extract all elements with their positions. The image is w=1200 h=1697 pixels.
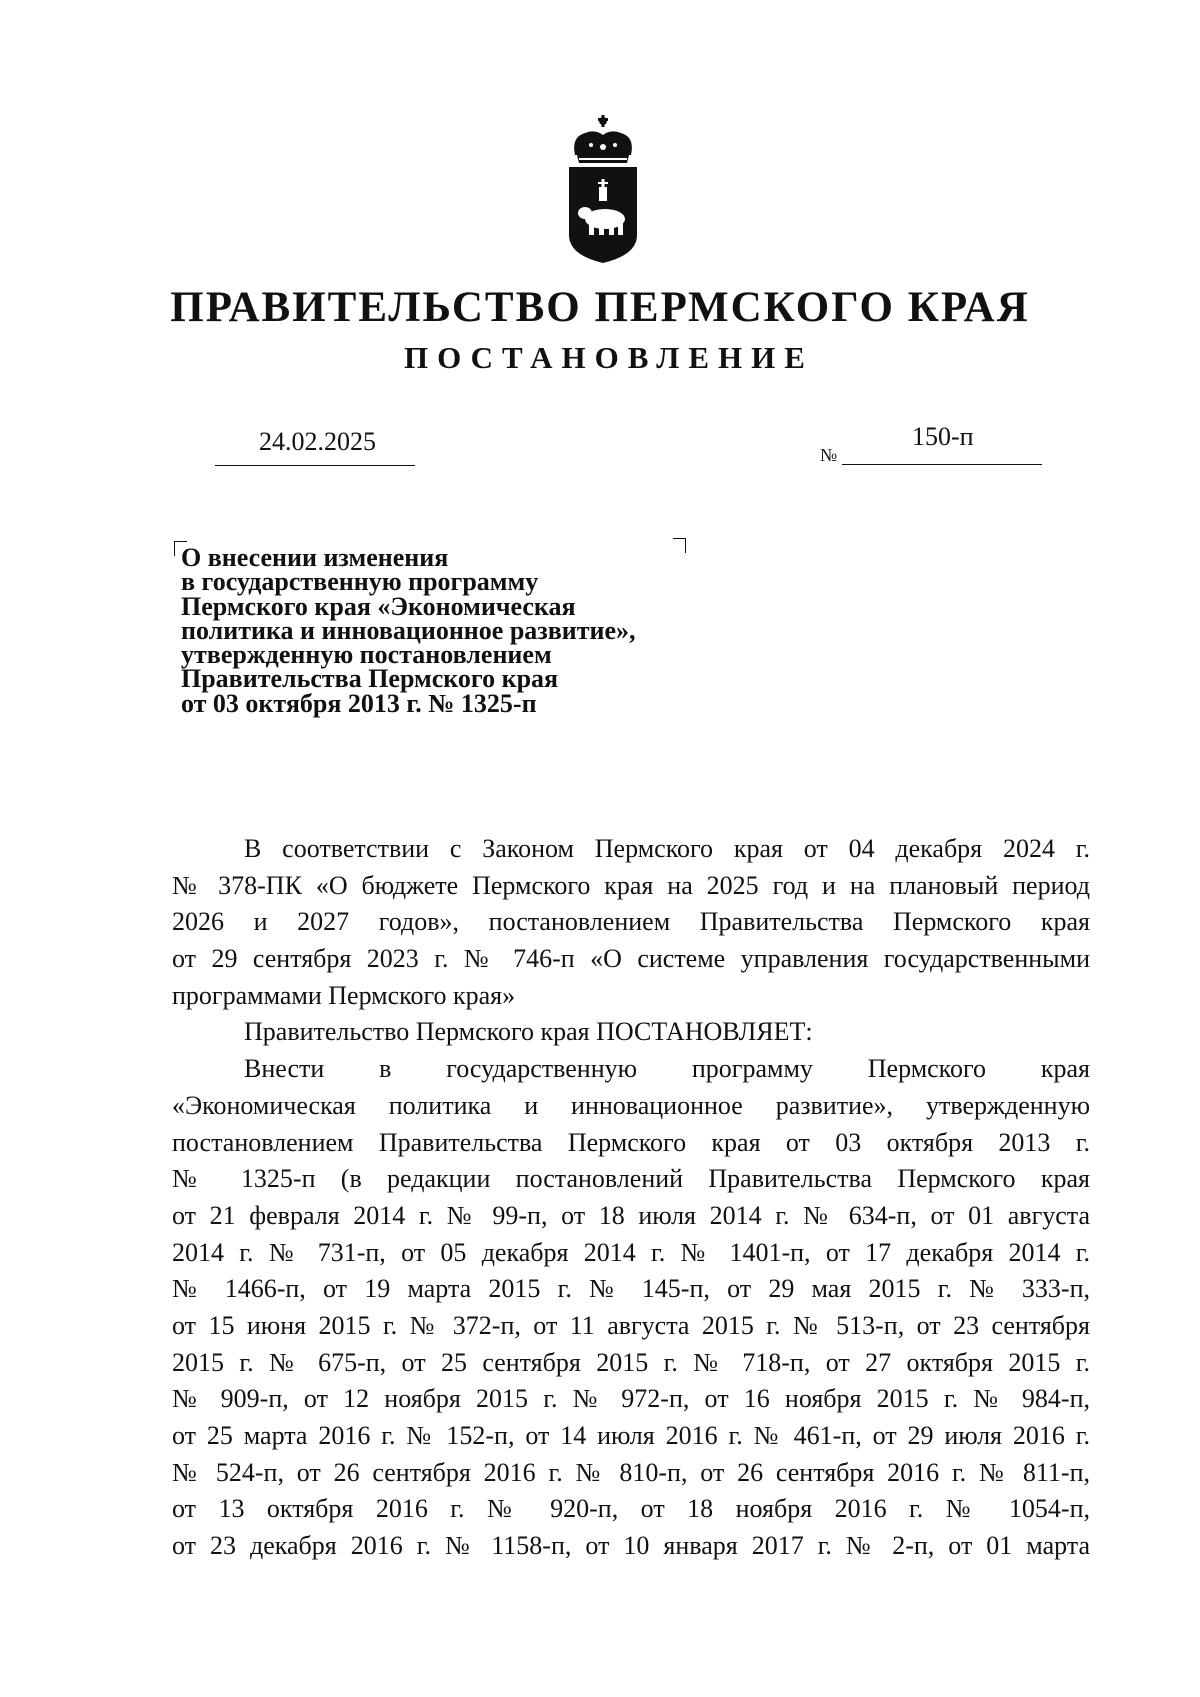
body-line: № 524-п, от 26 сентября 2016 г. № 810-п, от 26 сентября 2016 г. № 811-п, <box>172 1457 1090 1487</box>
body-line: № 909-п, от 12 ноября 2015 г. № 972-п, от 16 ноября 2015 г. № 984-п, <box>172 1384 1090 1414</box>
body-line: Внести в государственную программу Пермского края <box>244 1054 1090 1084</box>
body-line: 2026 и 2027 годов», постановлением Правительства Пермского края <box>172 907 1090 937</box>
subject-line: О внесении изменения <box>181 543 449 572</box>
body-line: от 13 октября 2016 г. № 920-п, от 18 ноября 2016 г. № 1054-п, <box>172 1494 1090 1524</box>
body-line: от 29 сентября 2023 г. № 746-п «О системе управления государственными <box>172 944 1090 974</box>
crown-icon <box>574 115 632 163</box>
organization-title: ПРАВИТЕЛЬСТВО ПЕРМСКОГО КРАЯ <box>170 284 1030 331</box>
subject-line: утвержденную постановлением <box>181 640 552 670</box>
perm-krai-coat-of-arms-icon <box>565 115 641 265</box>
body-line: 2014 г. № 731-п, от 05 декабря 2014 г. № 1401-п, от 17 декабря 2014 г. <box>172 1237 1090 1267</box>
number-sign: № <box>820 445 838 465</box>
subject-line: от 03 октября 2013 г. № 1325-п <box>181 688 537 718</box>
document-date: 24.02.2025 <box>259 427 376 456</box>
document-type: ПОСТАНОВЛЕНИЕ <box>404 340 814 375</box>
body-line: № 1466-п, от 19 марта 2015 г. № 145-п, от 29 мая 2015 г. № 333-п, <box>172 1274 1090 1304</box>
subject-line: политика и инновационное развитие», <box>181 615 636 645</box>
body-line: постановлением Правительства Пермского края от 03 октября 2013 г. <box>172 1127 1090 1157</box>
body-line: «Экономическая политика и инновационное развитие», утвержденную <box>172 1090 1090 1120</box>
body-line: В соответствии с Законом Пермского края от 04 декабря 2024 г. <box>244 834 1090 863</box>
subject-line: в государственную программу <box>181 567 539 597</box>
body-line: от 15 июня 2015 г. № 372-п, от 11 августа 2015 г. № 513-п, от 23 сентября <box>172 1310 1090 1340</box>
number-field <box>842 420 1042 465</box>
document-number: 150-п <box>912 422 974 451</box>
subject-line: Правительства Пермского края <box>181 664 559 694</box>
body-text <box>172 831 1090 1565</box>
body-line: № 1325-п (в редакции постановлений Правительства Пермского края <box>172 1164 1090 1194</box>
date-field <box>215 425 415 466</box>
body-line: от 23 декабря 2016 г. № 1158-п, от 10 января 2017 г. № 2-п, от 01 марта <box>172 1531 1090 1561</box>
body-line: программами Пермского края» <box>172 980 516 1010</box>
body-line: от 25 марта 2016 г. № 152-п, от 14 июля 2016 г. № 461-п, от 29 июля 2016 г. <box>172 1421 1090 1450</box>
body-line: 2015 г. № 675-п, от 25 сентября 2015 г. № 718-п, от 27 октября 2015 г. <box>172 1347 1090 1377</box>
body-line: от 21 февраля 2014 г. № 99-п, от 18 июля 2014 г. № 634-п, от 01 августа <box>172 1200 1090 1230</box>
body-line: Правительство Пермского края ПОСТАНОВЛЯЕТ: <box>244 1017 813 1047</box>
body-line: № 378-ПК «О бюджете Пермского края на 2025 год и на плановый период <box>172 870 1090 900</box>
subject-block <box>181 543 701 718</box>
subject-line: Пермского края «Экономическая <box>181 591 576 621</box>
